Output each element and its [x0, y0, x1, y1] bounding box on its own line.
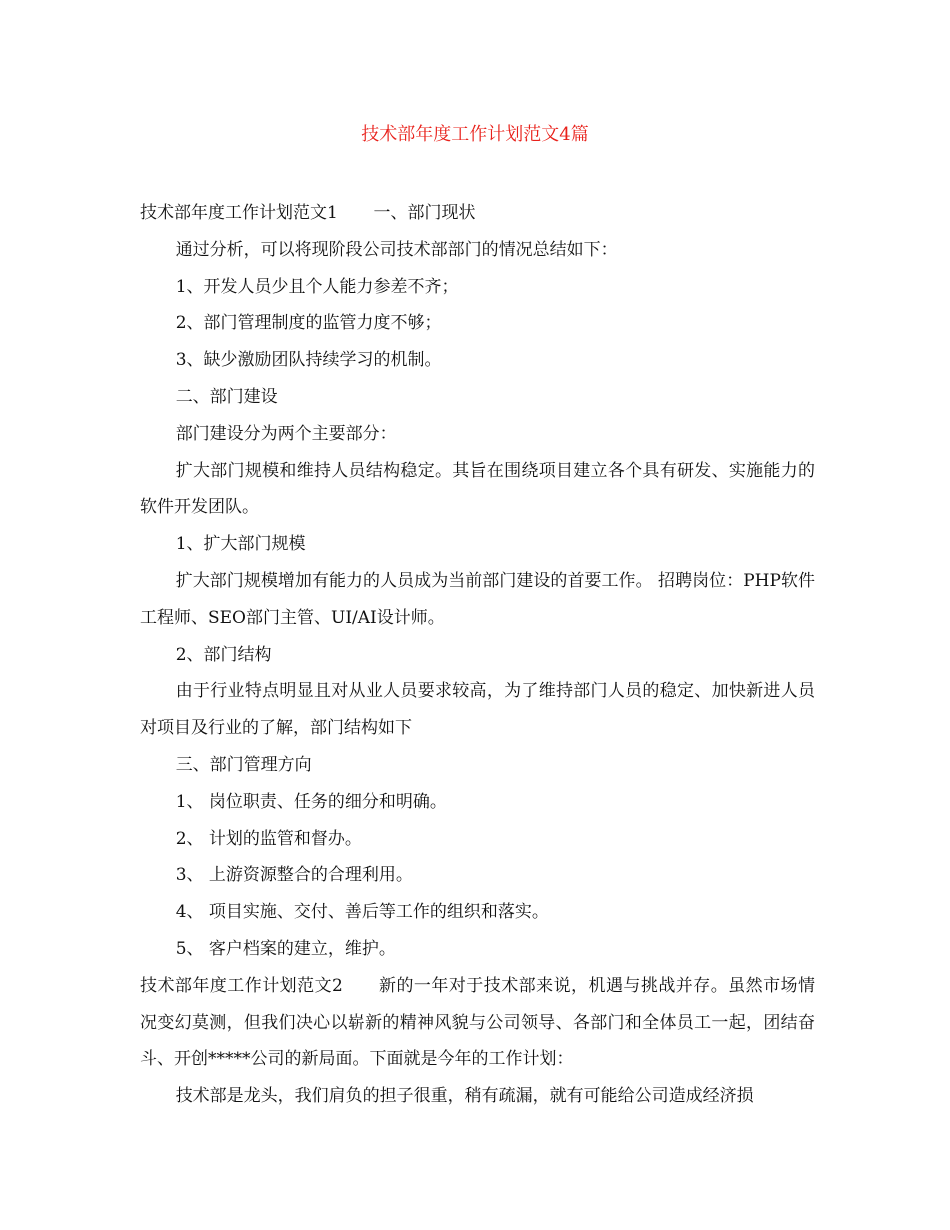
paragraph-text: 新的一年对于技术部来说，机遇与挑战并存。虽然市场情况变幻莫测，但我们决心以崭新的精神风貌与公司领导、各部门和全体员工一起，团结奋斗、开创*****公司的新局面。下面就是今年的工作计划：: [140, 975, 815, 1070]
paragraph: 扩大部门规模和维持人员结构稳定。其旨在围绕项目建立各个具有研发、实施能力的软件开发团队。: [140, 460, 815, 518]
paragraph: [140, 195, 815, 232]
paragraph: 3、 上游资源整合的合理利用。: [175, 865, 413, 886]
paragraph-text: 一、部门现状: [373, 203, 476, 223]
paragraph: 技术部是龙头，我们肩负的担子很重，稍有疏漏，就有可能给公司造成经济损: [175, 1086, 754, 1107]
paragraph: 部门建设分为两个主要部分：: [175, 423, 397, 444]
section-heading: 技术部年度工作计划范文1: [140, 203, 338, 223]
section-heading: 技术部年度工作计划范文2: [140, 975, 343, 996]
paragraph: 扩大部门规模增加有能力的人员成为当前部门建设的首要工作。 招聘岗位：PHP软件工程师、SEO部门主管、UI/AI设计师。: [140, 570, 815, 628]
paragraph: 二、部门建设: [175, 386, 278, 407]
paragraph: 3、缺少激励团队持续学习的机制。: [175, 350, 442, 371]
paragraph: 4、 项目实施、交付、善后等工作的组织和落实。: [175, 902, 549, 923]
paragraph: 2、部门结构: [175, 644, 272, 665]
paragraph: 2、 计划的监管和督办。: [175, 828, 362, 849]
document-body: [140, 195, 815, 1115]
paragraph: 1、开发人员少且个人能力参差不齐；: [175, 276, 459, 297]
document-title: 技术部年度工作计划范文4篇: [361, 124, 589, 145]
paragraph: 2、部门管理制度的监管力度不够；: [175, 313, 442, 334]
paragraph: [140, 968, 815, 1078]
paragraph: 5、 客户档案的建立，维护。: [175, 938, 396, 959]
paragraph: 1、 岗位职责、任务的细分和明确。: [175, 791, 447, 812]
paragraph: 三、部门管理方向: [175, 754, 312, 775]
paragraph: 通过分析，可以将现阶段公司技术部部门的情况总结如下：: [175, 239, 618, 260]
paragraph: 1、扩大部门规模: [175, 534, 306, 555]
paragraph: 由于行业特点明显且对从业人员要求较高，为了维持部门人员的稳定、加快新进人员对项目及行业的了解，部门结构如下: [140, 681, 815, 739]
